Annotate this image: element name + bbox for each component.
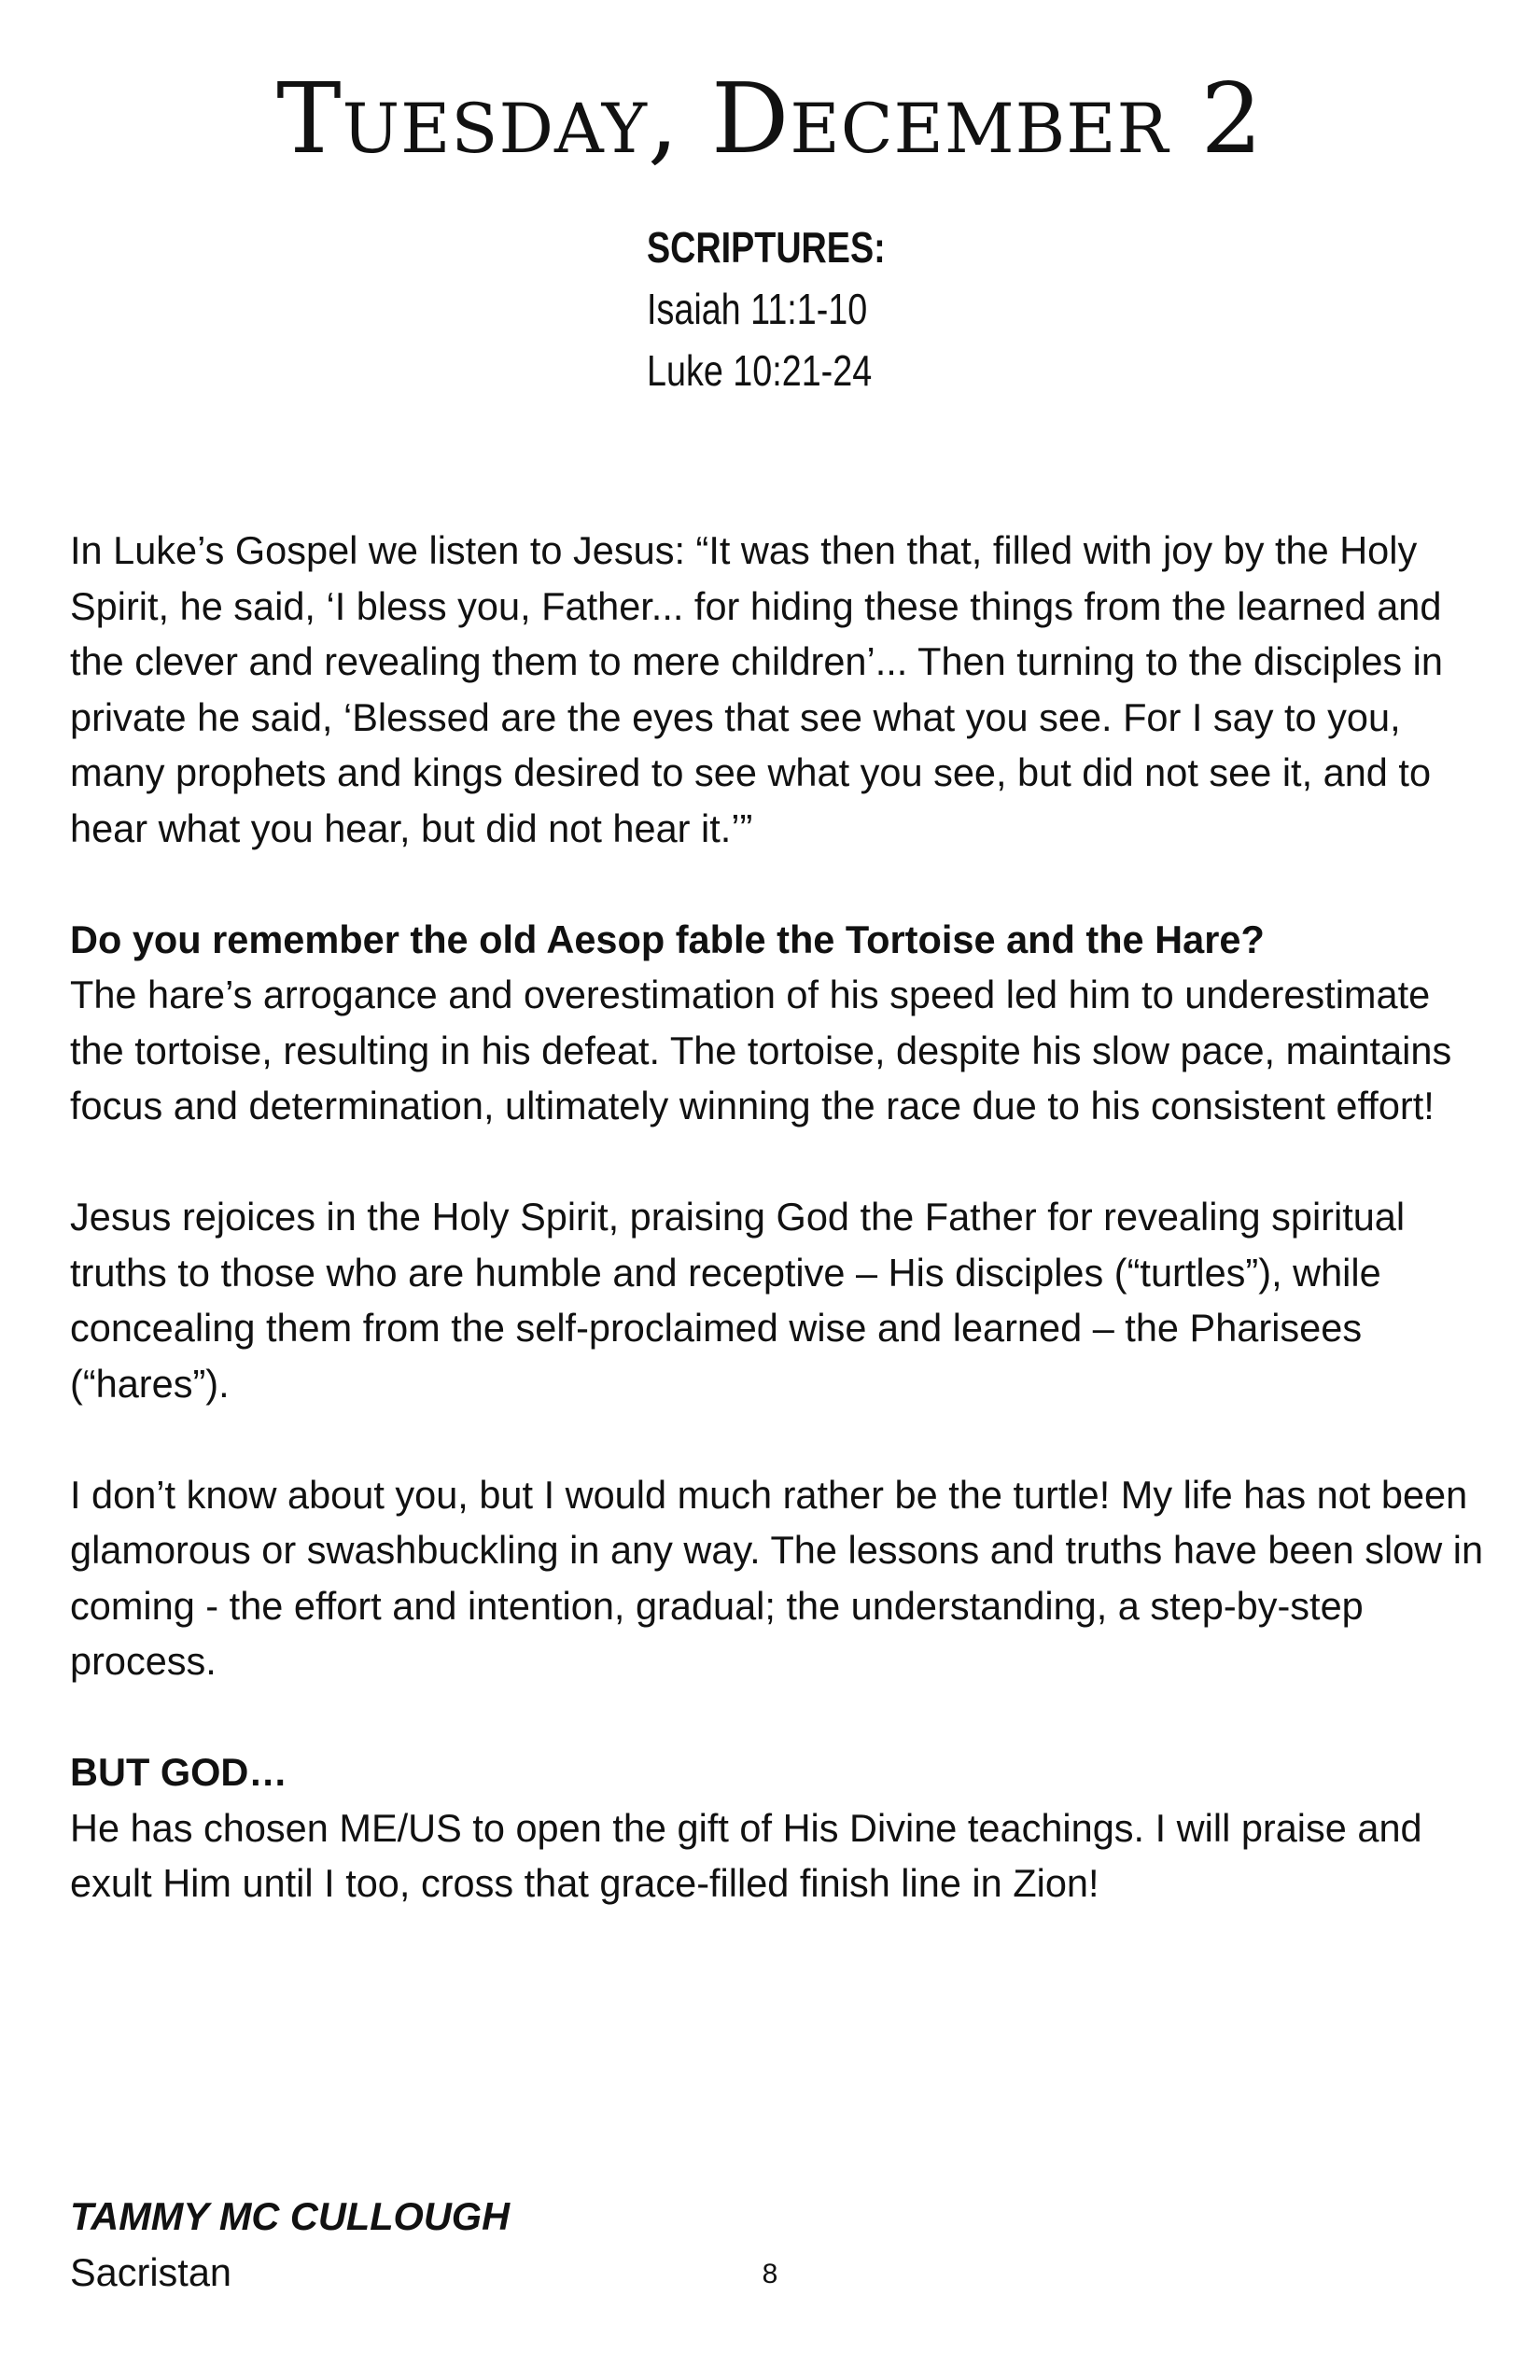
- paragraph-aesop-text: The hare’s arrogance and overestimation of his speed led him to underestimate the tortoise, resulting in his defeat. The tortoise, despite his slow pace, maintains focus and determination, ultimately winning the race due to his consistent effort!: [70, 973, 1452, 1127]
- scripture-reference-isaiah: Isaiah 11:1-10: [647, 285, 868, 333]
- reflection-body: [70, 523, 1489, 1967]
- paragraph-jesus-rejoices: Jesus rejoices in the Holy Spirit, praising God the Father for revealing spiritual truths to those who are humble and receptive – His disciples (“turtles”), while concealing them from the self-proclaimed wise and learned – the Pharisees (“hares”).: [70, 1195, 1406, 1406]
- author-role: Sacristan: [70, 2249, 231, 2294]
- paragraph-aesop-lead: Do you remember the old Aesop fable the Tortoise and the Hare?: [70, 917, 1265, 961]
- scriptures-block: [647, 217, 938, 401]
- paragraph-aesop-fable: [70, 912, 1489, 1134]
- scriptures-heading: SCRIPTURES:: [647, 223, 886, 272]
- paragraph-gospel-quote: In Luke’s Gospel we listen to Jesus: “It was then that, filled with joy by the Holy Spirit, he said, ‘I bless you, Father... for hiding these things from the learned and the clever and revealing them to mere children’... Then turning to the disciples in private he said, ‘Blessed are the eyes that see what you see. For I say to you, many prophets and kings desired to see what you see, but did not see it, and to hear what you hear, but did not hear it.’”: [70, 528, 1443, 850]
- paragraph-but-god-lead: BUT GOD…: [70, 1750, 287, 1794]
- page-title: Tuesday, December 2: [276, 62, 1264, 175]
- paragraph-but-god: [70, 1744, 1489, 1911]
- author-name: TAMMY MC CULLOUGH: [70, 2194, 511, 2238]
- paragraph-turtle: I don’t know about you, but I would much rather be the turtle! My life has not been glamorous or swashbuckling in any way. The lessons and truths have been slow in coming - the effort and intention, gradual; the understanding, a step-by-step process.: [70, 1472, 1484, 1683]
- page-number: 8: [762, 2259, 778, 2289]
- scripture-reference-luke: Luke 10:21-24: [647, 346, 873, 395]
- paragraph-but-god-text: He has chosen ME/US to open the gift of His Divine teachings. I will praise and exult Him until I too, cross that grace-filled finish line in Zion!: [70, 1805, 1422, 1905]
